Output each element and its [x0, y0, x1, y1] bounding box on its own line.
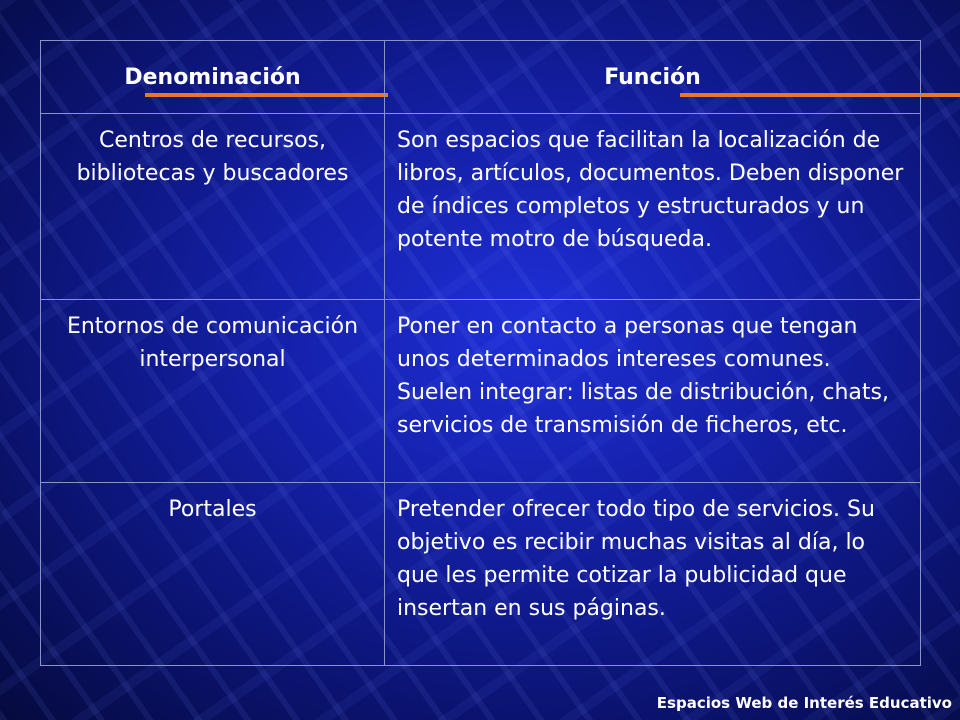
- row-function: Pretender ofrecer todo tipo de servicios. Su objetivo es recibir muchas visitas al día, lo que les permite cotizar la publicidad que insertan en sus páginas.: [385, 483, 921, 666]
- header-row: [41, 41, 921, 114]
- header-denominacion: Denominación: [41, 41, 385, 114]
- table-row: [41, 483, 921, 666]
- row-function: Poner en contacto a personas que tengan unos determinados intereses comunes. Suelen integrar: listas de distribución, chats, servicios de transmisión de ficheros, etc.: [385, 300, 921, 483]
- table-row: [41, 300, 921, 483]
- footer-title: Espacios Web de Interés Educativo: [656, 694, 952, 712]
- row-name: Entornos de comunicación interpersonal: [41, 300, 385, 483]
- row-name: Portales: [41, 483, 385, 666]
- table-row: [41, 114, 921, 300]
- row-function: Son espacios que facilitan la localización de libros, artículos, documentos. Deben disponer de índices completos y estructurados y un potente motro de búsqueda.: [385, 114, 921, 300]
- row-name: Centros de recursos, bibliotecas y buscadores: [41, 114, 385, 300]
- header-funcion: Función: [385, 41, 921, 114]
- spaces-table: [40, 40, 921, 666]
